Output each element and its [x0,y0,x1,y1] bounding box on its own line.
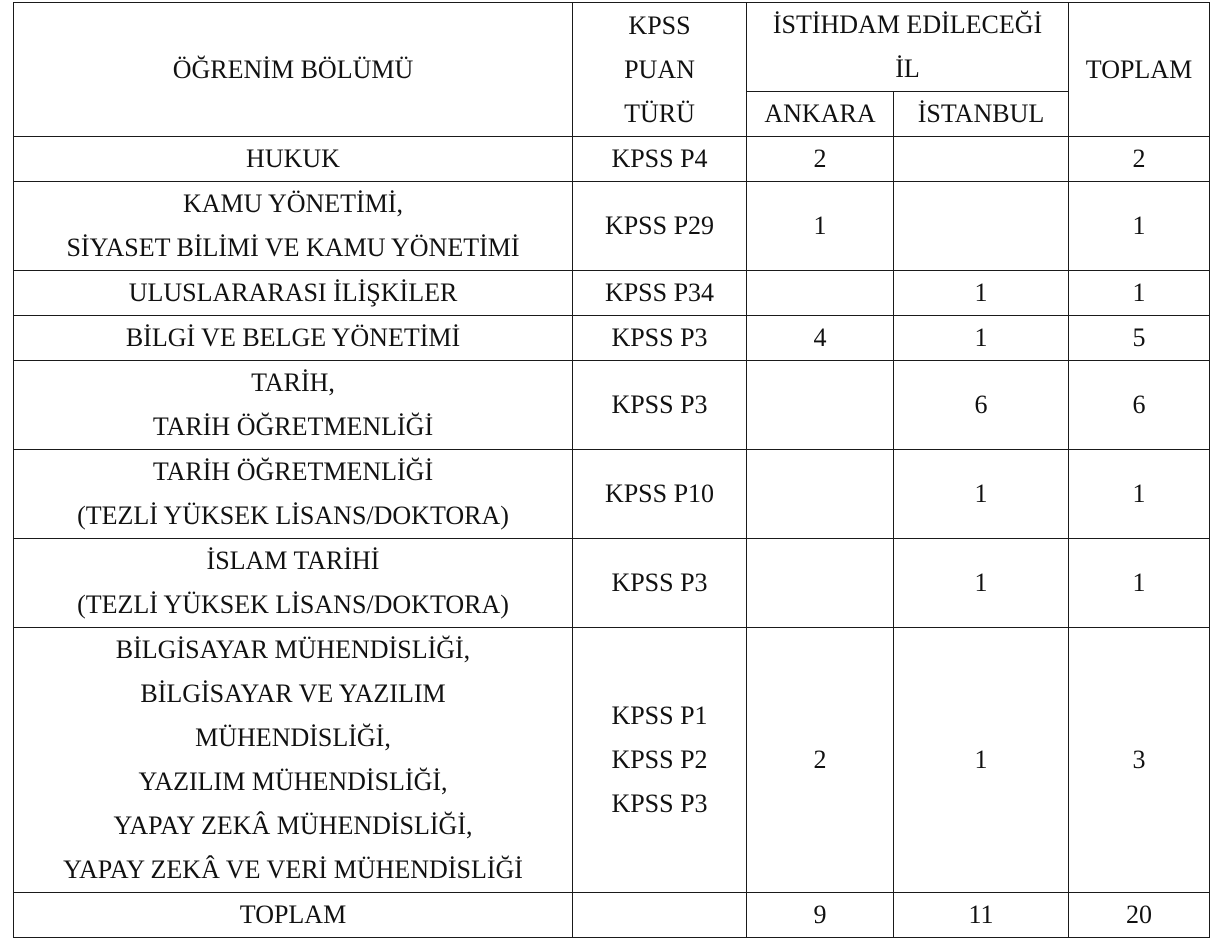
department-cell-line: SİYASET BİLİMİ VE KAMU YÖNETİMİ [66,233,520,262]
row-total-cell: 6 [1069,361,1210,450]
department-cell [14,628,573,893]
department-cell-line: BİLGİ VE BELGE YÖNETİMİ [125,323,461,352]
ankara-count-cell [747,361,894,450]
department-cell-line: YAPAY ZEKÂ MÜHENDİSLİĞİ, [113,811,473,840]
istanbul-count-cell [894,182,1069,271]
department-cell-line: (TEZLİ YÜKSEK LİSANS/DOKTORA) [77,501,509,530]
department-cell-line: MÜHENDİSLİĞİ, [195,723,391,752]
istanbul-count-cell [894,137,1069,182]
footer-istanbul-total: 11 [894,893,1069,938]
ankara-count-cell: 4 [747,316,894,361]
score-type-cell [573,628,747,893]
header-province-group-line: İSTİHDAM EDİLECEĞİ [772,10,1043,39]
istanbul-count-cell: 1 [894,271,1069,316]
ankara-count-cell: 2 [747,628,894,893]
table-row [14,316,1210,361]
department-cell [14,539,573,628]
score-type-cell [573,182,747,271]
score-type-cell [573,539,747,628]
footer-ankara-total: 9 [747,893,894,938]
header-department: ÖĞRENİM BÖLÜMÜ [14,3,573,137]
department-cell [14,137,573,182]
header-score-type-line: PUAN [624,54,695,84]
department-cell-line: İSLAM TARİHİ [206,546,380,575]
department-cell [14,450,573,539]
row-total-cell: 1 [1069,182,1210,271]
score-type-cell [573,316,747,361]
ankara-count-cell: 2 [747,137,894,182]
table-row [14,182,1210,271]
score-type-cell [573,271,747,316]
header-province-istanbul: İSTANBUL [894,92,1069,137]
department-cell-line: KAMU YÖNETİMİ, [182,189,403,218]
score-type-cell-line: KPSS P3 [611,390,708,419]
istanbul-count-cell: 1 [894,539,1069,628]
row-total-cell: 5 [1069,316,1210,361]
score-type-cell-line: KPSS P3 [611,568,708,597]
table-row [14,271,1210,316]
department-cell-line: BİLGİSAYAR VE YAZILIM [140,679,446,708]
score-type-cell-line: KPSS P3 [611,789,708,818]
score-type-cell-line: KPSS P3 [611,323,708,352]
ankara-count-cell: 1 [747,182,894,271]
istanbul-count-cell: 1 [894,628,1069,893]
department-cell-line: TARİH ÖĞRETMENLİĞİ [152,457,434,486]
score-type-cell [573,450,747,539]
table-row [14,137,1210,182]
score-type-cell [573,361,747,450]
header-row-top [14,3,1210,92]
istanbul-count-cell: 1 [894,450,1069,539]
department-cell [14,316,573,361]
row-total-cell: 1 [1069,271,1210,316]
header-score-type-line: KPSS [628,10,691,40]
department-cell [14,182,573,271]
ankara-count-cell [747,539,894,628]
table-body [14,137,1210,893]
ankara-count-cell [747,271,894,316]
row-total-cell: 3 [1069,628,1210,893]
staffing-table [13,2,1210,938]
header-province-group [747,3,1069,92]
score-type-cell-line: KPSS P4 [611,144,708,173]
header-score-type [573,3,747,137]
row-total-cell: 1 [1069,450,1210,539]
row-total-cell: 1 [1069,539,1210,628]
header-province-ankara: ANKARA [747,92,894,137]
istanbul-count-cell: 6 [894,361,1069,450]
department-cell-line: TARİH, [251,368,335,397]
department-cell-line: TARİH ÖĞRETMENLİĞİ [152,412,434,441]
footer-score-type [573,893,747,938]
table-row [14,450,1210,539]
score-type-cell-line: KPSS P29 [604,211,715,240]
department-cell-line: YAZILIM MÜHENDİSLİĞİ, [138,767,448,796]
department-cell-line: (TEZLİ YÜKSEK LİSANS/DOKTORA) [77,590,509,619]
department-cell-line: BİLGİSAYAR MÜHENDİSLİĞİ, [115,635,471,664]
row-total-cell: 2 [1069,137,1210,182]
score-type-cell-line: KPSS P10 [604,479,715,508]
istanbul-count-cell: 1 [894,316,1069,361]
ankara-count-cell [747,450,894,539]
header-province-group-line: İL [895,54,920,83]
score-type-cell [573,137,747,182]
score-type-cell-line: KPSS P1 [611,701,708,730]
footer-label: TOPLAM [14,893,573,938]
table-row [14,628,1210,893]
department-cell-line: ULUSLARARASI İLİŞKİLER [128,278,458,307]
score-type-cell-line: KPSS P34 [604,278,715,307]
department-cell [14,361,573,450]
header-score-type-line: TÜRÜ [624,98,695,128]
department-cell-line: HUKUK [246,144,340,173]
table-row [14,361,1210,450]
footer-grand-total: 20 [1069,893,1210,938]
department-cell [14,271,573,316]
footer-total-row [14,893,1210,938]
table-row [14,539,1210,628]
header-total: TOPLAM [1069,3,1210,137]
score-type-cell-line: KPSS P2 [611,745,708,774]
department-cell-line: YAPAY ZEKÂ VE VERİ MÜHENDİSLİĞİ [63,855,523,884]
